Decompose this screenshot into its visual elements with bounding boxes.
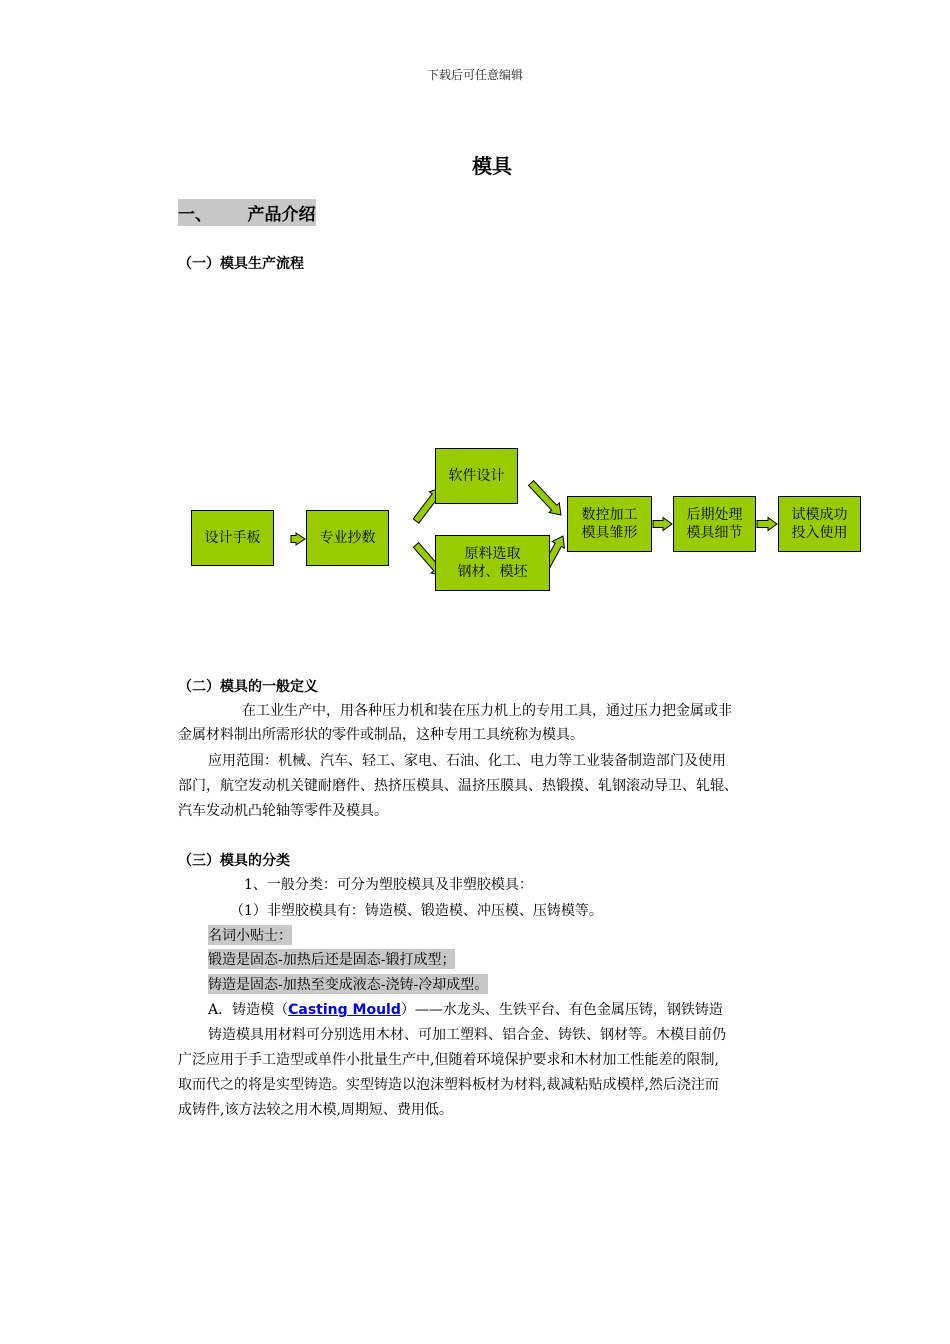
casting-mould-line (208, 999, 723, 1019)
box-post-process (673, 496, 756, 552)
casting-prefix: A．铸造模（ (208, 1002, 289, 1018)
box-label-line2: 投入使用 (791, 525, 848, 541)
arrow-cnc-to-post (653, 518, 672, 531)
tip-title: 名词小贴士： (208, 925, 292, 945)
box-label-line2: 模具细节 (686, 525, 743, 541)
box-label: 专业抄数 (319, 530, 376, 546)
box-material (435, 535, 550, 591)
box-cnc (567, 496, 652, 552)
box-label-line2: 钢材、模坯 (457, 564, 528, 580)
definition-heading: （二）模具的一般定义 (178, 679, 318, 695)
classification-text: （1）非塑胶模具有：铸造模、锻造模、冲压模、压铸模等。 (230, 903, 603, 919)
box-label-line2: 模具雏形 (581, 525, 638, 541)
casting-text: 广泛应用于手工造型或单件小批量生产中,但随着环境保护要求和木材加工性能差的限制, (178, 1052, 719, 1068)
section-title: 产品介绍 (247, 205, 316, 225)
casting-text: 取而代之的将是实型铸造。实型铸造以泡沫塑料板材为材料,裁减粘贴成模样,然后浇注而 (178, 1077, 719, 1093)
classification-text: 1、一般分类：可分为塑胶模具及非塑胶模具： (244, 877, 533, 893)
arrow-design-to-copy (291, 533, 305, 545)
arrow-post-to-trial (757, 518, 777, 531)
box-software-design (435, 448, 518, 504)
tip-casting: 铸造是固态-加热至变成液态-浇铸-冷却成型。 (208, 974, 488, 994)
box-design-board (191, 510, 274, 566)
casting-suffix: ）——水龙头、生铁平台、有色金属压铸，钢铁铸造 (400, 1002, 723, 1018)
header-note: 下载后可任意编辑 (426, 68, 523, 82)
application-text: 部门，航空发动机关键耐磨件、热挤压模具、温挤压膜具、热锻摸、轧钢滚动导卫、轧辊、 (178, 778, 738, 794)
casting-mould-link[interactable]: Casting Mould (288, 1002, 401, 1018)
application-text: 汽车发动机凸轮轴等零件及模具。 (178, 803, 388, 819)
box-label-line1: 数控加工 (581, 507, 638, 523)
definition-text: 金属材料制出所需形状的零件或制品，这种专用工具统称为模具。 (178, 727, 584, 743)
classification-heading: （三）模具的分类 (178, 853, 290, 869)
tip-forging: 锻造是固态-加热后还是固态-锻打成型； (208, 949, 455, 969)
document-title: 模具 (472, 154, 512, 178)
casting-text: 成铸件,该方法较之用木模,周期短、费用低。 (178, 1102, 453, 1118)
box-trial (778, 496, 861, 552)
box-copy-data (306, 510, 389, 566)
box-label-line1: 原料选取 (464, 546, 521, 562)
definition-text: 在工业生产中，用各种压力机和装在压力机上的专用工具，通过压力把金属或非 (242, 703, 732, 719)
box-label: 设计手板 (204, 530, 261, 546)
section-number: 一、 (178, 205, 212, 225)
arrow-software-to-cnc (526, 478, 566, 520)
box-label: 软件设计 (448, 468, 505, 484)
flow-heading: （一）模具生产流程 (178, 256, 304, 272)
box-label-line1: 后期处理 (686, 507, 743, 523)
box-label-line1: 试模成功 (791, 507, 848, 523)
casting-text: 铸造模具用材料可分别选用木材、可加工塑料、铝合金、铸铁、钢材等。木模目前仍 (208, 1027, 726, 1043)
application-text: 应用范围：机械、汽车、轻工、家电、石油、化工、电力等工业装备制造部门及使用 (208, 753, 726, 769)
